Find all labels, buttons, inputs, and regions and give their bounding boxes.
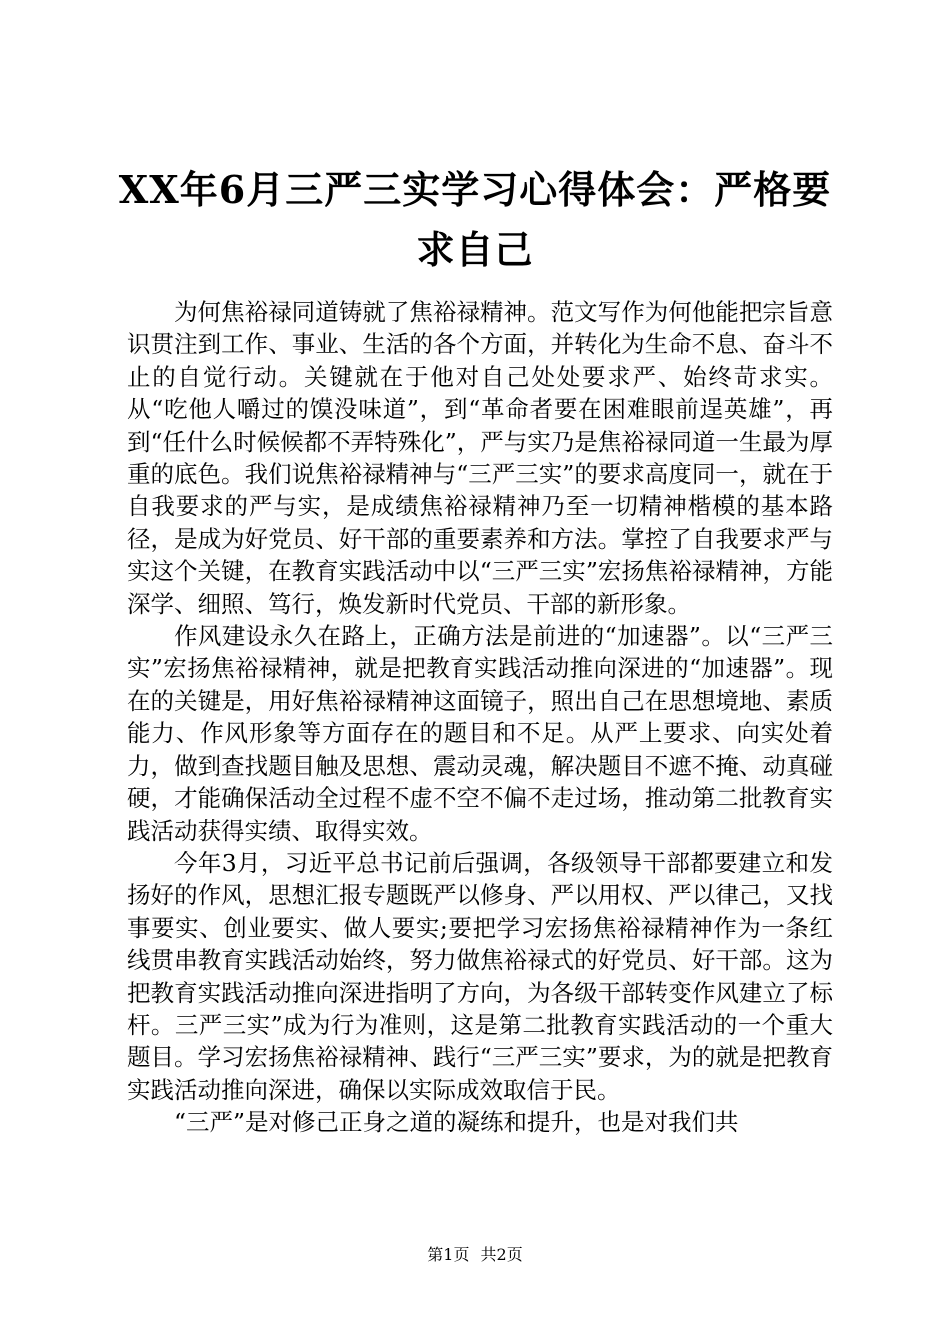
paragraph-2: 作风建设永久在路上，正确方法是前进的“加速器”。以“三严三实”宏扬焦裕禄精神，就是把教育实践活动推向深进的“加速器”。现在的关键是，用好焦裕禄精神这面镜子，照出自己在思想境地、素质能力、作风形象等方面存在的题目和不足。从严上要求、向实处着力，做到查找题目触及思想、震动灵魂，解决题目不遮不掩、动真碰硬，才能确保活动全过程不虚不空不偏不走过场，推动第二批教育实践活动获得实绩、取得实效。 <box>127 622 833 845</box>
paragraph-4: “三严”是对修己正身之道的凝练和提升，也是对我们共 <box>174 1108 739 1137</box>
paragraph-1: 为何焦裕禄同道铸就了焦裕禄精神。范文写作为何他能把宗旨意识贯注到工作、事业、生活的各个方面，并转化为生命不息、奋斗不止的自觉行动。关键就在于他对自己处处要求严、始终苛求实。从“吃他人嚼过的馍没味道”，到“革命者要在困难眼前逞英雄”，再到“任什么时候候都不弄特殊化”，严与实乃是焦裕禄同道一生最为厚重的底色。我们说焦裕禄精神与“三严三实”的要求高度同一，就在于自我要求的严与实，是成绩焦裕禄精神乃至一切精神楷模的基本路径，是成为好党员、好干部的重要素养和方法。掌控了自我要求严与实这个关键，在教育实践活动中以“三严三实”宏扬焦裕禄精神，方能深学、细照、笃行，焕发新时代党员、干部的新形象。 <box>127 298 833 618</box>
page-total: 共2页 <box>480 1245 523 1264</box>
document-title: XX年6月三严三实学习心得体会：严格要求自己 <box>118 167 832 272</box>
page-number: 第1页 <box>427 1245 470 1264</box>
paragraph-3: 今年3月，习近平总书记前后强调，各级领导干部都要建立和发扬好的作风，思想汇报专题既严以修身、严以用权、严以律己，又找事要实、创业要实、做人要实;要把学习宏扬焦裕禄精神作为一条红线贯串教育实践活动始终，努力做焦裕禄式的好党员、好干部。这为把教育实践活动推向深进指明了方向，为各级干部转变作风建立了标杆。三严三实”成为行为准则，这是第二批教育实践活动的一个重大题目。学习宏扬焦裕禄精神、践行“三严三实”要求，为的就是把教育实践活动推向深进，确保以实际成效取信于民。 <box>127 848 833 1104</box>
document-body <box>127 296 833 1139</box>
page-footer <box>0 1245 950 1265</box>
